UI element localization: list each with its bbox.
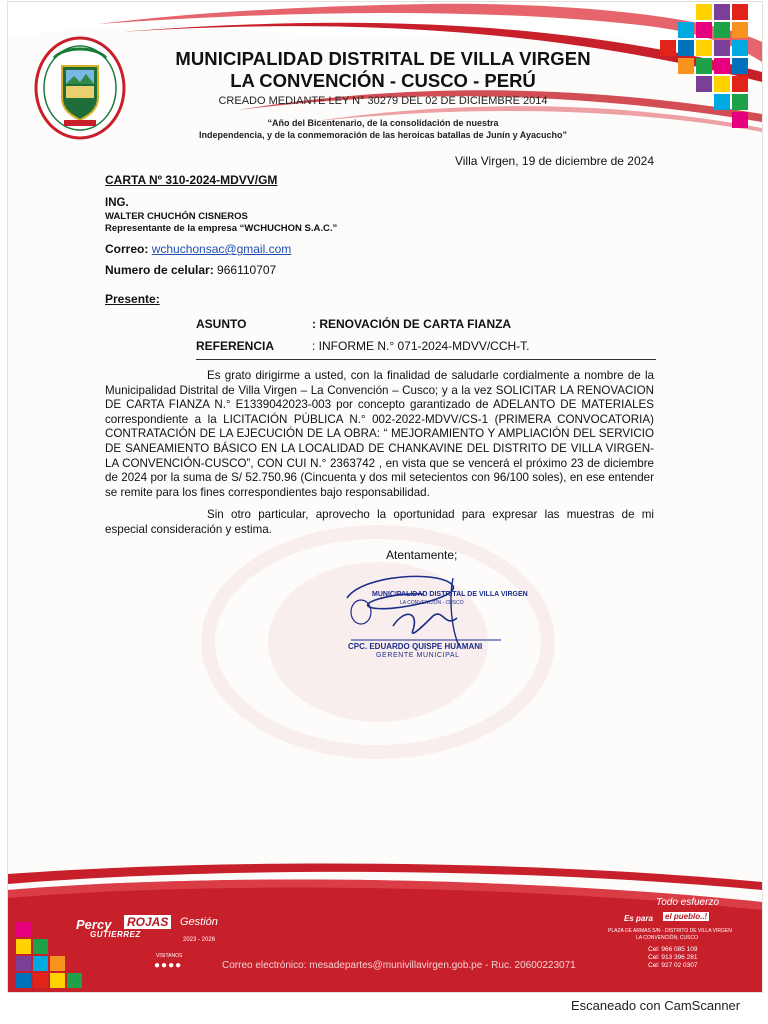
stamp-line2: LA CONVENCIÓN - CUSCO	[400, 600, 464, 606]
recipient-phone	[105, 263, 276, 277]
year-motto-line1: “Año del Bicentenario, de la consolidación de nuestra	[267, 118, 499, 128]
footer-slogan-top: Todo esfuerzo	[656, 897, 720, 908]
footer-banner	[8, 854, 762, 992]
header-title-line1: MUNICIPALIDAD DISTRITAL DE VILLA VIRGEN	[175, 48, 591, 69]
footer-email-line: Correo electrónico: mesadepartes@munivillavirgen.gob.pe - Ruc. 20600223071	[222, 960, 576, 971]
footer-cel-2: Cel: 913 396 281	[648, 954, 698, 961]
footer-phones	[648, 946, 698, 970]
recipient-email	[105, 242, 291, 256]
footer-gestion: Gestión	[180, 916, 218, 928]
youtube-icon[interactable]: ●	[168, 960, 176, 971]
referencia-label: REFERENCIA	[196, 339, 275, 353]
letter-body	[105, 369, 654, 546]
salutation-presente: Presente:	[105, 292, 160, 306]
footer-rojas: ROJAS	[124, 915, 171, 929]
stamp-role: GERENTE MUNICIPAL	[376, 652, 460, 659]
municipal-emblem-icon	[34, 36, 126, 140]
footer-slogan-pueblo: el pueblo..!	[665, 912, 708, 921]
asunto-value: : RENOVACIÓN DE CARTA FIANZA	[312, 317, 512, 331]
phone-value: 966110707	[217, 263, 277, 277]
camscanner-watermark: Escaneado con CamScanner	[571, 998, 741, 1013]
year-motto-line2: Independencia, y de la conmemoración de las heroicas batallas de Junín y Ayacucho”	[199, 130, 567, 140]
footer-visitanos: VISITANOS	[156, 953, 183, 959]
footer-slogan-es-para: Es para	[624, 914, 653, 923]
header-title-line2: LA CONVENCIÓN - CUSCO - PERÚ	[230, 70, 536, 91]
footer-address-line2: LA CONVENCIÓN, CUSCO	[636, 935, 698, 941]
footer-address-line1: PLAZA DE ARMAS S/N - DISTRITO DE VILLA VIRGEN	[608, 928, 732, 934]
footer-cel-3: Cel: 927 02 0307	[648, 962, 698, 969]
instagram-icon[interactable]: ●	[161, 960, 169, 971]
recipient-name: WALTER CHUCHÓN CISNEROS	[105, 211, 248, 222]
tiktok-icon[interactable]: ●	[175, 960, 183, 971]
recipient-role: Representante de la empresa “WCHUCHON S.A.C.”	[105, 223, 338, 234]
email-link[interactable]: wchuchonsac@gmail.com	[151, 242, 292, 256]
letter-date: Villa Virgen, 19 de diciembre de 2024	[454, 154, 654, 168]
body-paragraph-1: Es grato dirigirme a usted, con la finalidad de saludarle cordialmente a nombre de la Municipalidad Distrital de Villa Virgen – La Convención – Cusco; y a la vez SOLICITAR LA RENOVACION DE CARTA FIANZA N.° E1339042023-003 por concepto garantizado de ADELANTO DE MATERIALES correspondiente a la LICITACIÓN PÚBLICA N.° 002-2022-MDVV/CS-1 (PRIMERA CONVOCATORIA) CONTRATACIÓN DE LA EJECUCIÓN DE LA OBRA: “ MEJORAMIENTO Y AMPLIACIÓN DEL SERVICIO DE SANEAMIENTO BÁSICO EN LA LOCALIDAD DE CHANKAVINE DEL DISTRITO DE VILLA VIRGEN-LA CONVENCIÓN-CUSCO”, CON CUI N.° 2363742 , en vista que se vencerá el próximo 23 de diciembre de 2024 por la suma de S/ 52.750.96 (Cincuenta y dos mil setecientos con 96/100 soles), en ese entender se remite para los fines correspondientes bajo responsabilidad.	[105, 369, 654, 499]
mosaic-top-right	[618, 2, 762, 136]
letter-number: CARTA Nº 310-2024-MDVV/GM	[105, 173, 278, 187]
stamp-name: CPC. EDUARDO QUISPE HUAMANI	[348, 642, 483, 651]
recipient-title: ING.	[105, 197, 129, 209]
referencia-value: : INFORME N.° 071-2024-MDVV/CCH-T.	[312, 339, 530, 353]
facebook-icon[interactable]: ●	[154, 960, 162, 971]
email-label: Correo:	[105, 242, 149, 256]
header-creation-law: CREADO MEDIANTE LEY N° 30279 DEL 02 DE DICIEMBRE 2014	[218, 95, 548, 107]
phone-label: Numero de celular:	[105, 263, 214, 277]
divider-line	[196, 359, 656, 360]
footer-gutierrez: GUTIERREZ	[90, 930, 141, 939]
body-paragraph-2: Sin otro particular, aprovecho la oportunidad para expresar las muestras de mi especial consideración y estima.	[105, 508, 654, 536]
footer-period: 2023 - 2026	[183, 937, 216, 943]
asunto-label: ASUNTO	[196, 317, 247, 331]
mosaic-icon	[618, 2, 762, 136]
footer-cel-1: Cel: 966 085 109	[648, 946, 698, 953]
letter-page	[8, 2, 762, 992]
stamp-line1: MUNICIPALIDAD DISTRITAL DE VILLA VIRGEN	[372, 591, 528, 598]
closing-text: Atentamente;	[386, 548, 458, 562]
footer-percy: Percy	[76, 917, 112, 932]
footer-social-icons[interactable]	[154, 960, 182, 971]
